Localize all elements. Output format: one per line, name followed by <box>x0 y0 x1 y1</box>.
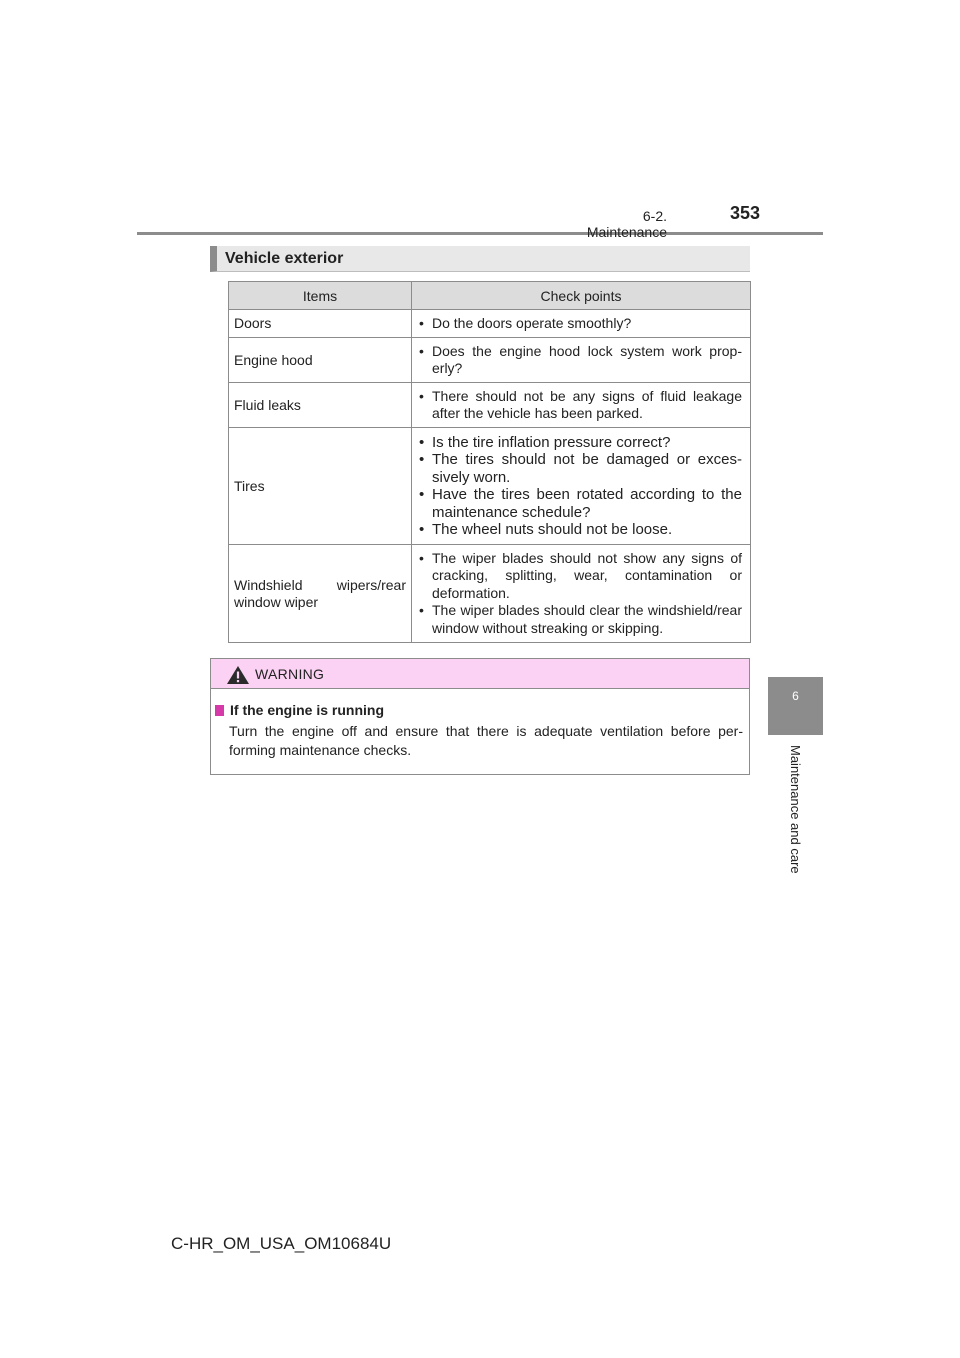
check-point: • Do the doors operate smoothly? <box>419 315 742 333</box>
table-row <box>229 338 751 383</box>
table-row <box>229 383 751 428</box>
warning-body: Turn the engine off and ensure that there is adequate ventilation before per-forming maintenance checks. <box>229 723 743 758</box>
document-code: C-HR_OM_USA_OM10684U <box>171 1234 392 1253</box>
check-point: • The wiper blades should clear the windshield/rear window without streaking or skipping. <box>419 602 742 637</box>
item-cell: Tires <box>229 428 412 545</box>
section-header <box>210 246 750 272</box>
table-row <box>229 310 751 338</box>
check-point: • Does the engine hood lock system work prop-erly? <box>419 343 742 378</box>
chapter-title: Maintenance and care <box>788 745 803 874</box>
warning-box <box>210 658 750 775</box>
item-cell: Engine hood <box>229 338 412 383</box>
item-cell: Doors <box>229 310 412 338</box>
table-row <box>229 545 751 643</box>
item-cell: Fluid leaks <box>229 383 412 428</box>
warning-triangle-icon <box>226 665 250 685</box>
check-point: • Have the tires been rotated according to the maintenance schedule? <box>419 486 742 521</box>
column-header-check-points: Check points <box>412 282 751 310</box>
points-cell <box>412 310 751 338</box>
check-point: • The wheel nuts should not be loose. <box>419 521 742 539</box>
warning-heading <box>215 702 384 718</box>
check-point: • The tires should not be damaged or exces-sively worn. <box>419 451 742 486</box>
warning-heading-text: If the engine is running <box>230 702 384 718</box>
column-header-items: Items <box>229 282 412 310</box>
bullet-square-icon <box>215 705 224 716</box>
section-title: Vehicle exterior <box>225 250 344 267</box>
points-cell <box>412 428 751 545</box>
header-rule <box>137 232 823 235</box>
points-cell <box>412 338 751 383</box>
chapter-tab <box>768 677 823 735</box>
warning-label: WARNING <box>255 666 325 682</box>
check-point: • There should not be any signs of fluid leakage after the vehicle has been parked. <box>419 388 742 423</box>
points-cell <box>412 383 751 428</box>
check-point: • The wiper blades should not show any signs of cracking, splitting, wear, contamination or deformation. <box>419 550 742 603</box>
check-table <box>228 281 751 643</box>
page-number: 353 <box>729 203 760 223</box>
table-header-row <box>229 282 751 310</box>
chapter-number: 6 <box>792 689 799 703</box>
section-label: 6-2. Maintenance <box>586 208 667 240</box>
item-cell: Windshield wipers/rear window wiper <box>229 545 412 643</box>
check-point: • Is the tire inflation pressure correct? <box>419 434 742 452</box>
table-row <box>229 428 751 545</box>
points-cell <box>412 545 751 643</box>
warning-header <box>211 659 749 689</box>
